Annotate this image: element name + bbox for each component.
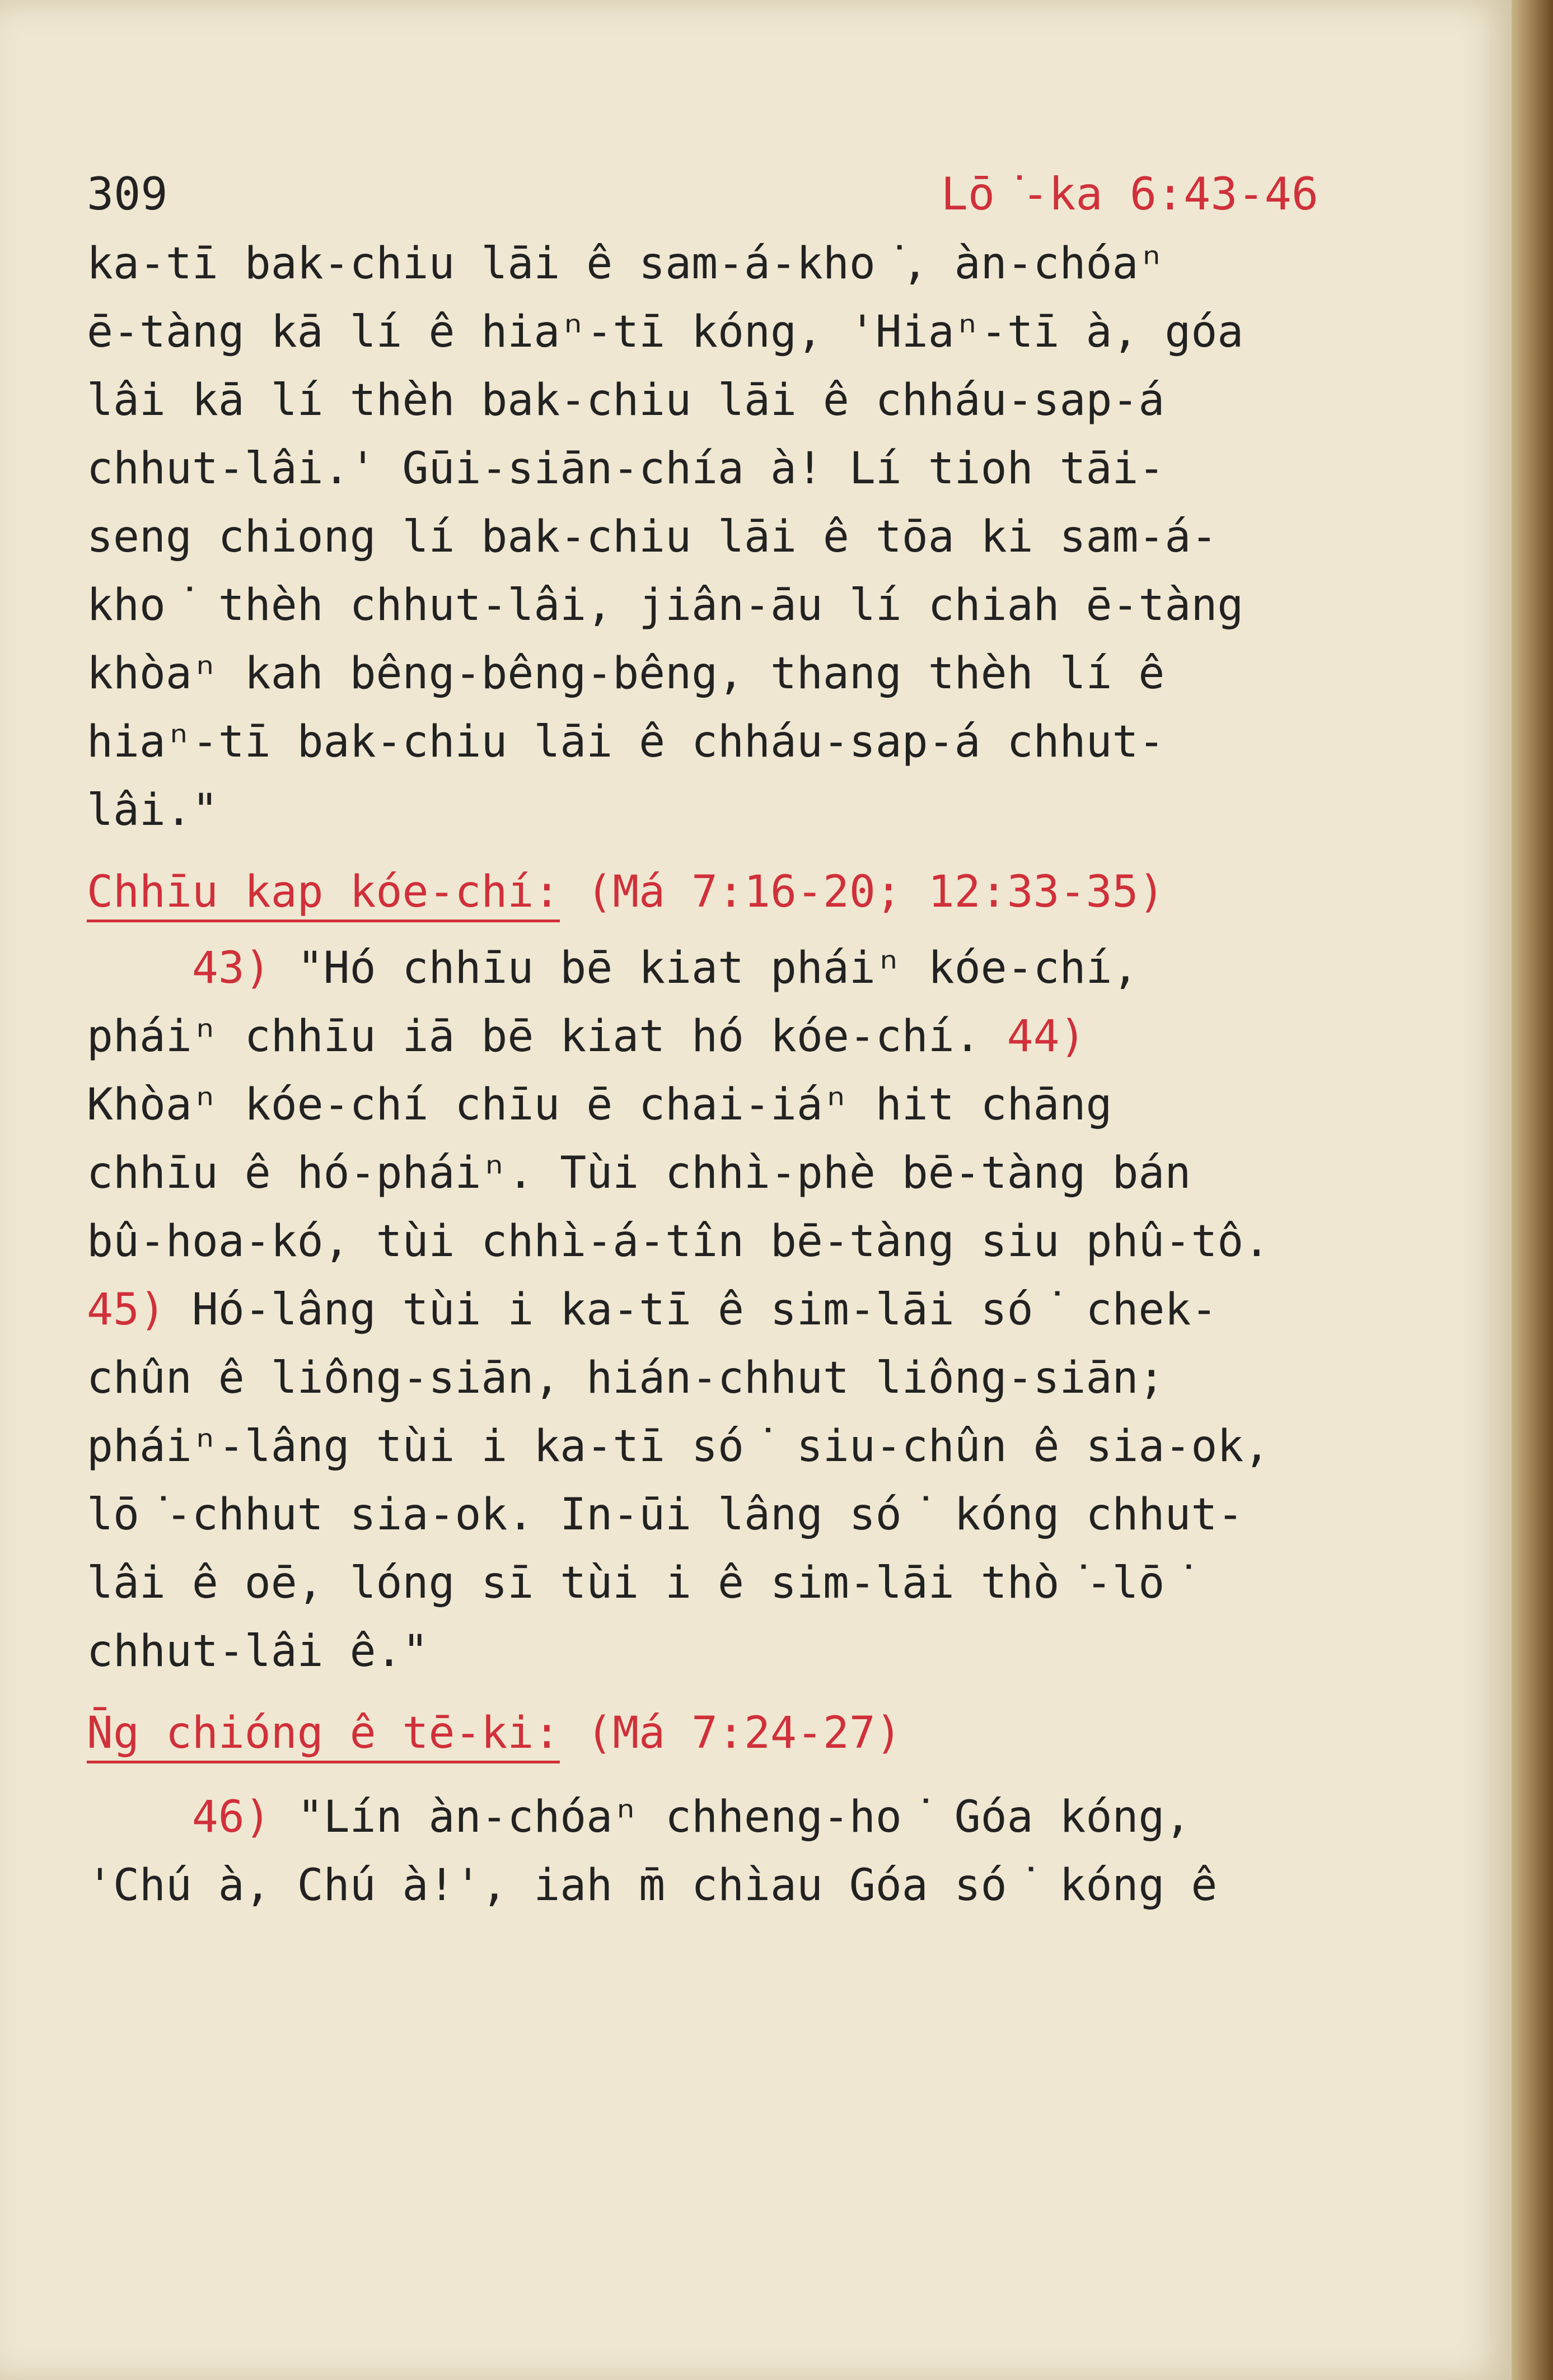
text-line: chhut-lâi ê." [87, 1626, 429, 1677]
text-line: bû-hoa-kó, tùi chhì-á-tîn bē-tàng siu phû-tô. [87, 1216, 1270, 1267]
section-heading-label: N̄g chióng ê tē-ki: [87, 1708, 560, 1763]
section-heading-reference: (Má 7:24-27) [560, 1708, 902, 1758]
verse-number: 46) [191, 1792, 271, 1842]
section-heading-reference: (Má 7:16-20; 12:33-35) [560, 867, 1165, 917]
paragraph-verse-46 [87, 1783, 1391, 1920]
page-number: 309 [87, 168, 168, 220]
text-line: pháiⁿ-lâng tùi i ka-tī só͘ siu-chûn ê sia-ok, [87, 1421, 1270, 1472]
text-line: hiaⁿ-tī bak-chiu lāi ê chháu-sap-á chhut- [87, 717, 1165, 767]
text-line: chûn ê liông-siān, hián-chhut liông-siān; [87, 1353, 1165, 1403]
book-edge [1512, 0, 1553, 2380]
text-line: kho͘ thèh chhut-lâi, jiân-āu lí chiah ē-tàng [87, 580, 1244, 631]
section-heading-label: Chhīu kap kóe-chí: [87, 867, 560, 922]
text-line: 45) Hó-lâng tùi i ka-tī ê sim-lāi só͘ chek- [87, 1285, 1218, 1335]
section-heading [87, 850, 1391, 934]
text-line: lō͘-chhut sia-ok. In-ūi lâng só͘ kóng chhut- [87, 1490, 1244, 1540]
running-head: Lō͘-ka 6:43-46 [941, 168, 1318, 220]
text-line: ē-tàng kā lí ê hiaⁿ-tī kóng, 'Hiaⁿ-tī à, góa [87, 307, 1244, 357]
page-header [87, 168, 1391, 230]
paragraph-continued [87, 230, 1391, 844]
verse-number: 45) [87, 1285, 166, 1335]
text-line: lâi kā lí thèh bak-chiu lāi ê chháu-sap-á [87, 375, 1165, 426]
text-line: 43) "Hó chhīu bē kiat pháiⁿ kóe-chí, [191, 943, 1139, 993]
text-line: seng chiong lí bak-chiu lāi ê tōa ki sam-á- [87, 512, 1218, 562]
text-line: lâi ê oē, lóng sī tùi i ê sim-lāi thò͘-lō͘ [87, 1558, 1191, 1608]
verse-number: 43) [191, 943, 271, 993]
text-line: pháiⁿ chhīu iā bē kiat hó kóe-chí. 44) [87, 1011, 1086, 1062]
text-line: Khòaⁿ kóe-chí chīu ē chai-iáⁿ hit chāng [87, 1080, 1112, 1130]
text-line: 46) "Lín àn-chóaⁿ chheng-ho͘ Góa kóng, [191, 1792, 1191, 1842]
text-line: ka-tī bak-chiu lāi ê sam-á-kho͘, àn-chóaⁿ [87, 239, 1165, 289]
text-line: chhīu ê hó-pháiⁿ. Tùi chhì-phè bē-tàng bán [87, 1148, 1191, 1198]
section-heading [87, 1691, 1391, 1775]
paragraph-verses-43-45 [87, 934, 1391, 1686]
text-line: khòaⁿ kah bêng-bêng-bêng, thang thèh lí ê [87, 648, 1165, 699]
text-line: 'Chú à, Chú à!', iah m̄ chìau Góa só͘ kóng ê [87, 1860, 1218, 1911]
text-line: chhut-lâi.' Gūi-siān-chía à! Lí tioh tāi- [87, 444, 1165, 494]
page-content [87, 168, 1391, 1920]
text-line: lâi." [87, 785, 218, 836]
verse-number: 44) [1007, 1011, 1086, 1062]
